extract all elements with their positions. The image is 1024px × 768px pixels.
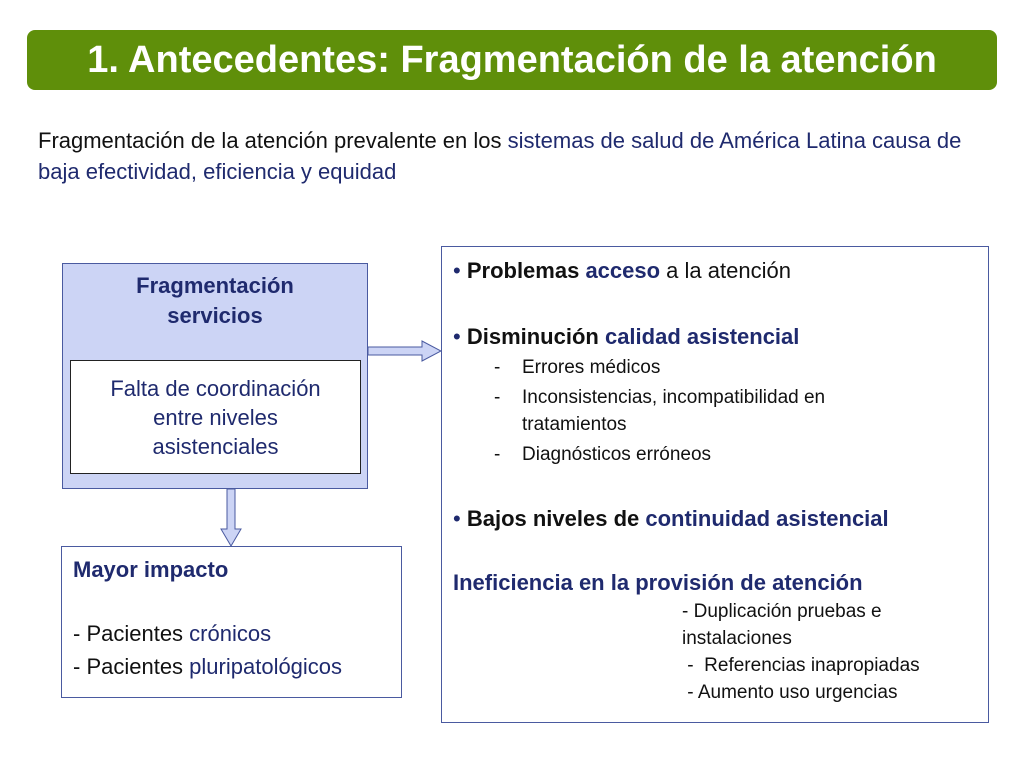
down-arrow-icon bbox=[220, 489, 242, 547]
consequence-quality-highlight: calidad asistencial bbox=[604, 324, 800, 349]
coordination-box bbox=[70, 360, 361, 474]
quality-sub-text: Errores médicos bbox=[522, 357, 661, 378]
right-arrow-icon bbox=[368, 340, 442, 362]
consequences-box bbox=[441, 246, 989, 723]
quality-sub-dash: - bbox=[494, 357, 501, 378]
impact-item-chronic-highlight: crónicos bbox=[189, 621, 272, 646]
inefficiency-sub-item: - Duplicación pruebas e bbox=[682, 601, 882, 622]
consequence-continuity-highlight: continuidad asistencial bbox=[645, 506, 889, 531]
slide-title: 1. Antecedentes: Fragmentación de la atención bbox=[87, 38, 937, 81]
inefficiency-sub-item: instalaciones bbox=[682, 628, 792, 649]
fragmentation-title-line1: Fragmentación bbox=[136, 273, 294, 298]
consequence-continuity bbox=[453, 506, 889, 532]
fragmentation-title-line2: servicios bbox=[167, 303, 263, 328]
bullet-icon: • bbox=[453, 506, 461, 531]
impact-item-pluripathologic-highlight: pluripatológicos bbox=[189, 654, 343, 679]
consequence-inefficiency: Ineficiencia en la provisión de atención bbox=[453, 570, 863, 595]
coordination-line1: Falta de coordinación bbox=[110, 375, 321, 401]
bullet-icon: • bbox=[453, 258, 461, 283]
slide-title-bar bbox=[27, 30, 997, 90]
intro-text bbox=[38, 125, 978, 187]
consequence-access bbox=[453, 258, 791, 284]
bullet-icon: • bbox=[453, 324, 461, 349]
impact-item-chronic-prefix: - Pacientes bbox=[73, 621, 190, 646]
fragmentation-box bbox=[62, 263, 368, 489]
inefficiency-sub-item: - Referencias inapropiadas bbox=[682, 655, 920, 676]
coordination-line2: entre niveles bbox=[153, 404, 278, 430]
consequence-access-bold: Problemas bbox=[466, 258, 586, 283]
intro-text-part1: Fragmentación de la atención prevalente en los bbox=[38, 128, 508, 153]
consequence-access-rest: a la atención bbox=[660, 258, 791, 283]
consequence-continuity-bold: Bajos niveles de bbox=[466, 506, 646, 531]
impact-item-pluripathologic-prefix: - Pacientes bbox=[73, 654, 190, 679]
quality-sub-text: tratamientos bbox=[522, 414, 627, 435]
quality-sub-text: Diagnósticos erróneos bbox=[522, 444, 712, 465]
consequence-quality bbox=[453, 324, 799, 350]
intro-text-highlight: sistemas de salud de América Latina causa de baja efectividad, eficiencia y equidad bbox=[38, 128, 962, 184]
quality-sub-dash: - bbox=[494, 387, 501, 408]
impact-item-pluripathologic bbox=[73, 654, 342, 680]
impact-item-chronic bbox=[73, 621, 271, 647]
fragmentation-title bbox=[63, 271, 367, 331]
inefficiency-sub-item: - Aumento uso urgencias bbox=[682, 682, 898, 703]
consequence-access-highlight: acceso bbox=[585, 258, 661, 283]
coordination-line3: asistenciales bbox=[152, 433, 279, 459]
quality-sub-dash: - bbox=[494, 444, 501, 465]
impact-box bbox=[61, 546, 402, 698]
impact-title: Mayor impacto bbox=[73, 557, 229, 582]
consequence-quality-bold: Disminución bbox=[466, 324, 605, 349]
quality-sub-text: Inconsistencias, incompatibilidad en bbox=[522, 387, 826, 408]
